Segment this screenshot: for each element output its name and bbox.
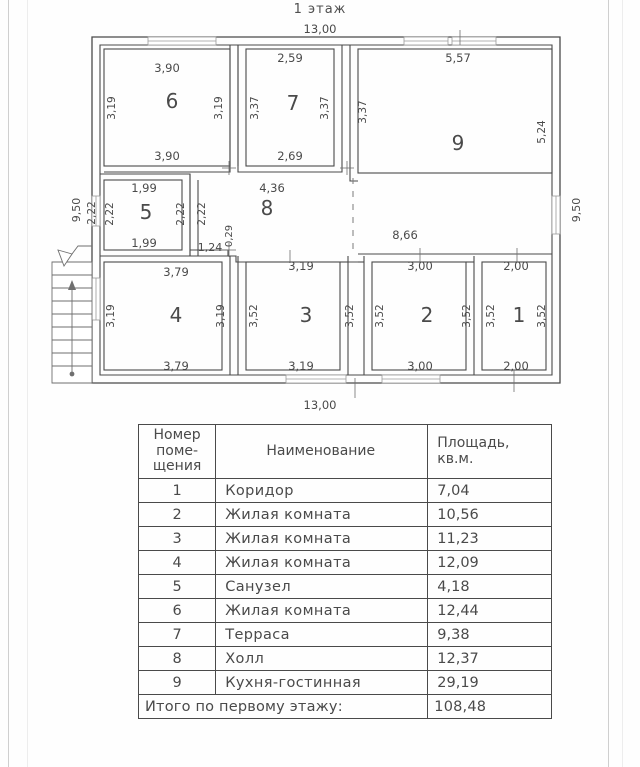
cell-name: Санузел [216,575,428,599]
header-cell-number [139,425,216,479]
dim-corridor-width: 1,24 [197,241,223,254]
exterior-stairs [52,246,92,383]
table-row [139,503,552,527]
cell-area: 10,56 [428,503,552,527]
cell-number: 2 [139,503,216,527]
dim-room6-bottom: 3,90 [154,149,180,163]
table-row [139,599,552,623]
dim-room9-top: 5,57 [445,51,471,65]
cell-number: 1 [139,479,216,503]
dim-room3-left: 3,52 [248,304,260,328]
table-row [139,527,552,551]
room-label-8: 8 [260,196,274,220]
dim-room7-left: 3,37 [249,96,261,120]
header-number-line2: поме- [156,442,199,459]
outer-wall-outline [92,37,560,383]
dim-room7-bottom: 2,69 [277,149,303,163]
cell-number: 6 [139,599,216,623]
header-cell-area [428,425,552,479]
cell-area: 11,23 [428,527,552,551]
cell-area: 12,37 [428,647,552,671]
table-row [139,623,552,647]
total-area: 108,48 [428,695,552,719]
plan-title: 1 этаж [293,2,347,17]
room-label-5: 5 [139,200,153,224]
dim-overall-top: 13,00 [303,22,337,36]
dim-room2-right: 3,52 [461,304,473,328]
dim-room8-bottom: 8,66 [392,228,418,242]
dim-outerwall-left-seg: 2,22 [86,201,98,225]
dim-room6-top: 3,90 [154,61,180,75]
room-label-6: 6 [165,89,179,113]
cell-number: 5 [139,575,216,599]
dim-room6-left: 3,19 [106,96,118,120]
table-row [139,575,552,599]
cell-name: Жилая комната [216,527,428,551]
cell-area: 29,19 [428,671,552,695]
room-label-1: 1 [512,303,526,327]
cell-number: 3 [139,527,216,551]
dim-room8-top: 4,36 [259,181,285,195]
cell-name: Жилая комната [216,551,428,575]
room-label-4: 4 [169,303,183,327]
dim-room7-right: 3,37 [319,96,331,120]
dim-room3-bottom: 3,19 [288,359,314,373]
cell-name: Холл [216,647,428,671]
cell-number: 4 [139,551,216,575]
dim-room2-top: 3,00 [407,259,433,273]
table-header-row [139,425,552,479]
cell-area: 12,09 [428,551,552,575]
cell-number: 7 [139,623,216,647]
dim-room2-bottom: 3,00 [407,359,433,373]
dim-room7-top: 2,59 [277,51,303,65]
cell-area: 4,18 [428,575,552,599]
dim-room4-right: 3,19 [215,304,227,328]
header-number-line3: щения [152,458,202,475]
dim-room3-right: 3,52 [344,304,356,328]
cell-name: Жилая комната [216,503,428,527]
room-label-7: 7 [286,91,300,115]
room-label-3: 3 [299,303,313,327]
cell-name: Жилая комната [216,599,428,623]
dim-overall-left: 9,50 [70,197,83,223]
window-hatch-group-top [148,37,496,45]
dim-room1-top: 2,00 [503,259,529,273]
header-area-line2: кв.м. [437,450,474,467]
room-2-outline [372,262,466,370]
dim-room4-left: 3,19 [105,304,117,328]
cell-name: Коридор [216,479,428,503]
dim-room3-top: 3,19 [288,259,314,273]
cell-area: 12,44 [428,599,552,623]
total-label: Итого по первому этажу: [139,695,428,719]
window-hatch-group-right [552,196,560,234]
dim-room4-top: 3,79 [163,265,189,279]
dim-overall-bottom: 13,00 [303,398,337,412]
dim-overall-right: 9,50 [570,197,583,223]
window-hatch-group-bottom [286,375,440,383]
room-schedule [138,424,552,719]
dim-room5-bottom: 1,99 [131,236,157,250]
table-body [139,479,552,719]
cell-number: 9 [139,671,216,695]
dim-room8-left: 2,22 [196,202,208,226]
dim-room6-right: 3,19 [213,96,225,120]
dim-room9-left: 3,37 [357,100,369,124]
dim-room1-bottom: 2,00 [503,359,529,373]
dim-room9-right: 5,24 [536,120,548,144]
cell-area: 9,38 [428,623,552,647]
dim-room4-bottom: 3,79 [163,359,189,373]
dim-room5-left: 2,22 [104,202,116,226]
room-3-outline [246,262,340,370]
dim-room5-top: 1,99 [131,181,157,195]
cell-name: Терраса [216,623,428,647]
dim-room2-left: 3,52 [374,304,386,328]
cell-number: 8 [139,647,216,671]
table-row [139,551,552,575]
cell-name: Кухня-гостинная [216,671,428,695]
room-schedule-table [138,424,552,719]
header-number-line1: Номер [153,427,201,443]
room-label-9: 9 [451,131,465,155]
table-total-row [139,695,552,719]
table-row [139,479,552,503]
table-row [139,647,552,671]
header-area-line1: Площадь, [437,434,510,451]
dim-wall-thickness: 0,29 [224,224,235,248]
dim-room1-right: 3,52 [536,304,548,328]
table-row [139,671,552,695]
header-cell-name: Наименование [216,425,428,479]
table-header [139,425,552,479]
dim-room5-right: 2,22 [175,202,187,226]
dim-room1-left: 3,52 [485,304,497,328]
room-label-2: 2 [420,303,434,327]
cell-area: 7,04 [428,479,552,503]
